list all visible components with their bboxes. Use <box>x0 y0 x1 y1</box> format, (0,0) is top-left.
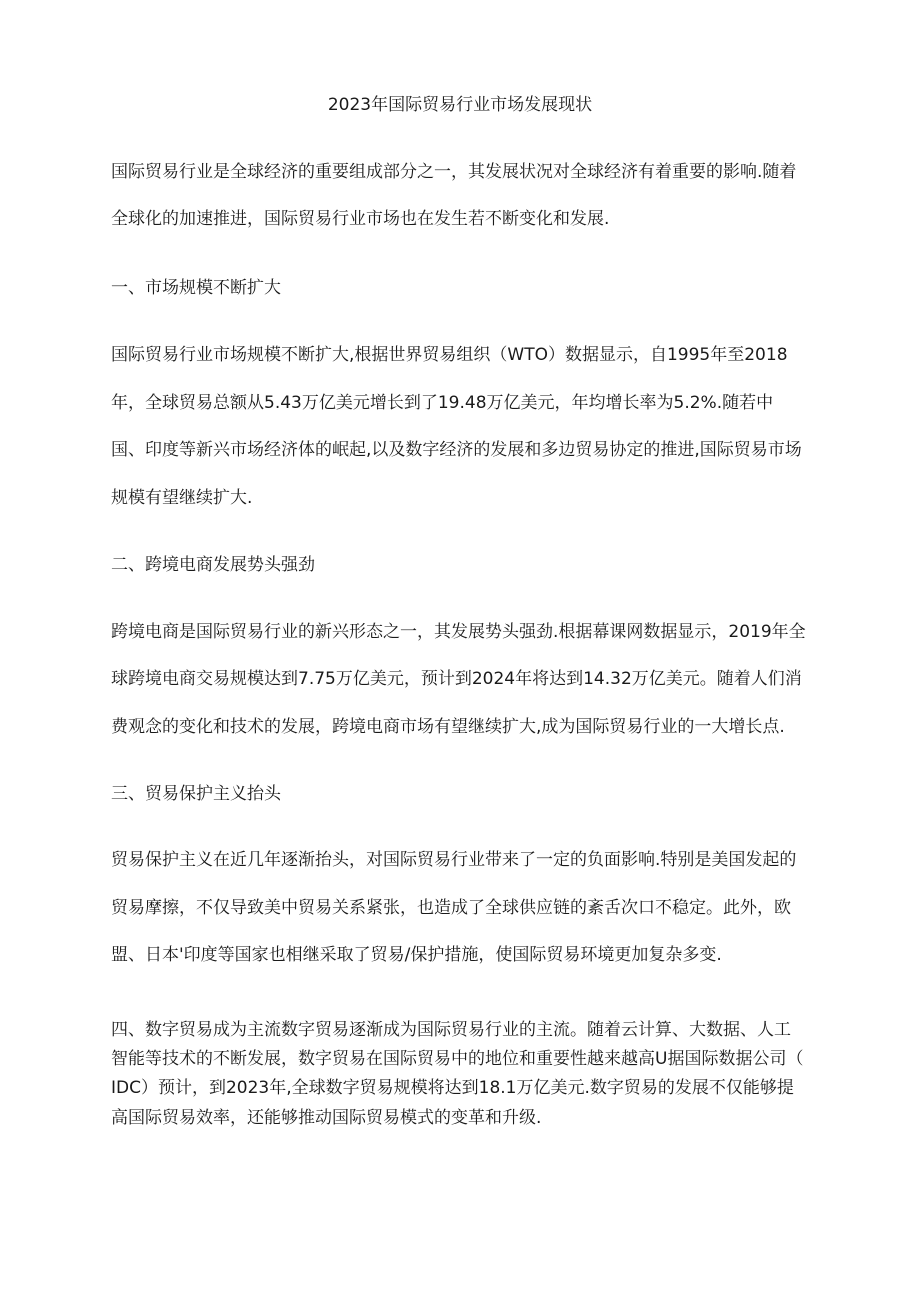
paragraph-line: 球跨境电商交易规模达到7.75万亿美元，预计到2024年将达到14.32万亿美元。随着人们消 <box>111 669 802 689</box>
paragraph-line: 盟、日本'印度等国家也相继采取了贸易/保护措施，使国际贸易环境更加复杂多变. <box>111 945 722 965</box>
paragraph-line: 高国际贸易效率，还能够推动国际贸易模式的变革和升级. <box>111 1108 542 1128</box>
intro-line: 全球化的加速推进，国际贸易行业市场也在发生若不断变化和发展. <box>111 209 610 229</box>
section-heading-trade-protectionism: 三、贸易保护主义抬头 <box>111 784 281 804</box>
paragraph-line: IDC）预计，到2023年,全球数字贸易规模将达到18.1万亿美元.数字贸易的发展不仅能够提 <box>111 1078 794 1098</box>
paragraph-line: 年，全球贸易总额从5.43万亿美元增长到了19.48万亿美元，年均增长率为5.2%.随若中 <box>111 393 774 413</box>
document-title: 2023年国际贸易行业市场发展现状 <box>327 95 593 115</box>
paragraph-line: 国、印度等新兴市场经济体的岷起,以及数字经济的发展和多边贸易协定的推进,国际贸易市场 <box>111 440 802 460</box>
intro-line: 国际贸易行业是全球经济的重要组成部分之一，其发展状况对全球经济有着重要的影响.随着 <box>111 162 797 182</box>
section-heading-cross-border-ecommerce: 二、跨境电商发展势头强劲 <box>111 555 315 575</box>
paragraph-line: 跨境电商是国际贸易行业的新兴形态之一，其发展势头强劲.根据幕课网数据显示，2019年全 <box>111 622 806 642</box>
paragraph-line: 费观念的变化和技术的发展，跨境电商市场有望继续扩大,成为国际贸易行业的一大增长点. <box>111 717 785 737</box>
paragraph-line: 智能等技术的不断发展，数字贸易在国际贸易中的地位和重要性越来越高U据国际数据公司（ <box>111 1049 804 1069</box>
section-heading-market-scale: 一、市场规模不断扩大 <box>111 278 281 298</box>
paragraph-line: 四、数字贸易成为主流数字贸易逐渐成为国际贸易行业的主流。随着云计算、大数据、人工 <box>111 1020 791 1040</box>
paragraph-line: 贸易摩擦，不仅导致美中贸易关系紧张，也造成了全球供应链的紊舌次口不稳定。此外，欧 <box>111 898 791 918</box>
paragraph-line: 规模有望继续扩大. <box>111 488 253 508</box>
paragraph-line: 国际贸易行业市场规模不断扩大,根据世界贸易组织（WTO）数据显示，自1995年至2018 <box>111 345 788 365</box>
paragraph-line: 贸易保护主义在近几年逐渐抬头，对国际贸易行业带来了一定的负面影响.特别是美国发起的 <box>111 850 797 870</box>
